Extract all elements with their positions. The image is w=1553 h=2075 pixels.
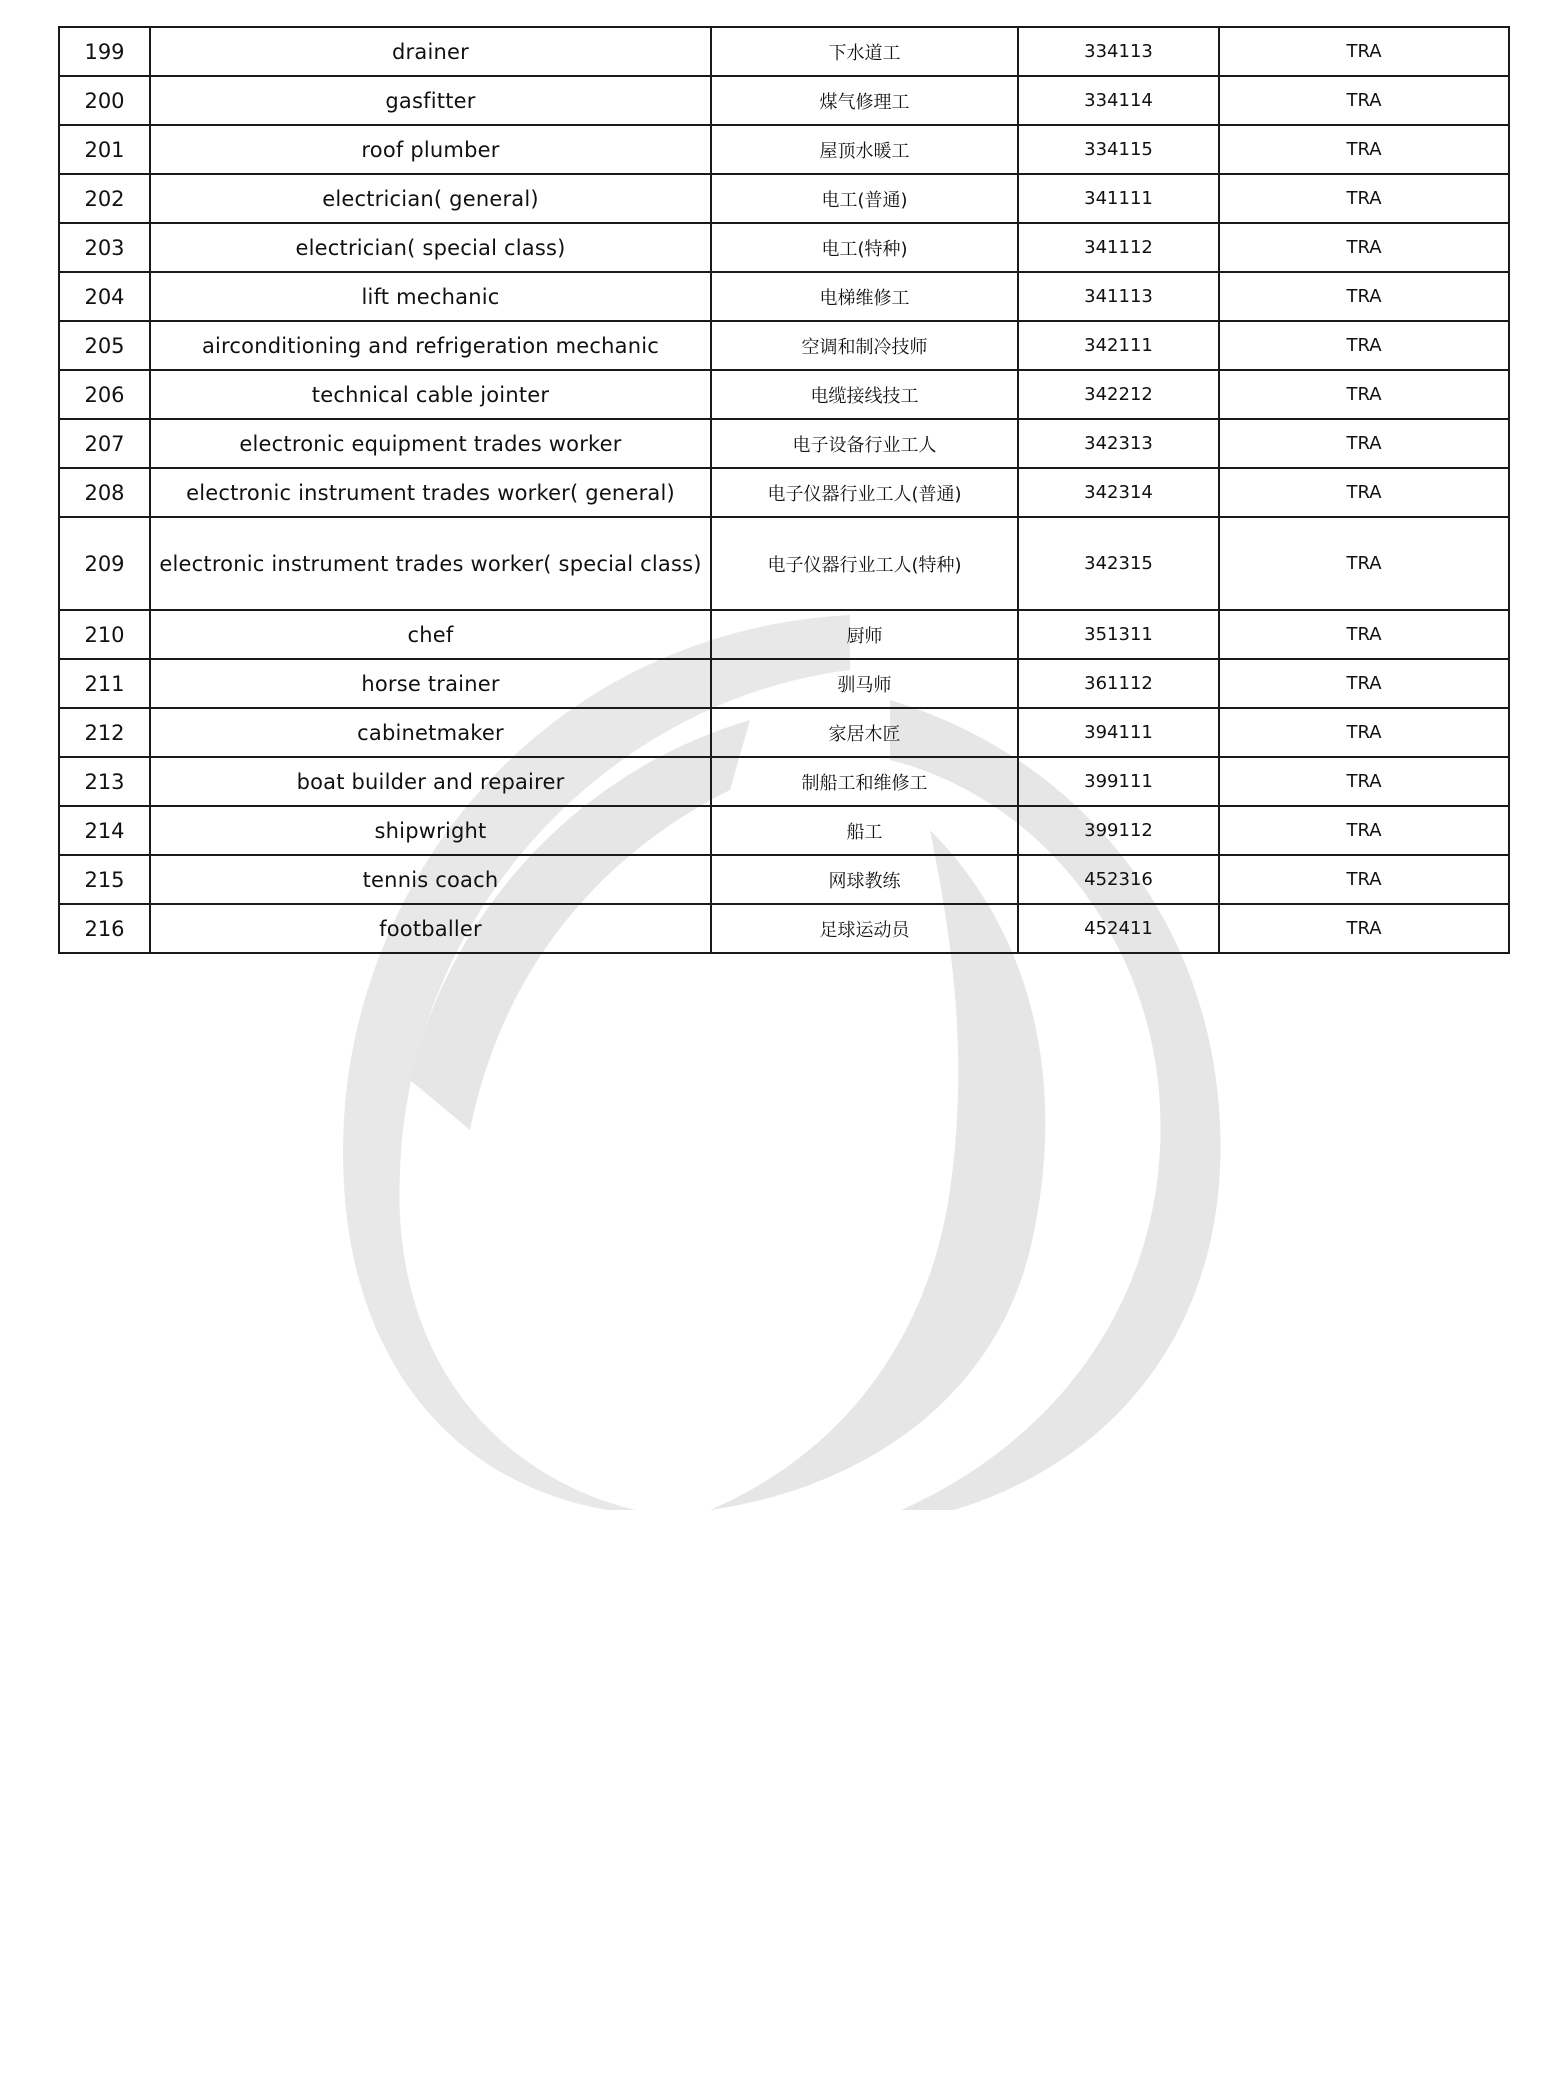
occupation-table-body [59,27,1509,953]
occupation-english-cell: cabinetmaker [150,708,711,757]
row-number-cell: 213 [59,757,150,806]
row-number-cell: 203 [59,223,150,272]
table-row [59,223,1509,272]
occupation-chinese-cell: 屋顶水暖工 [711,125,1018,174]
row-number-cell: 208 [59,468,150,517]
occupation-english-cell: electronic equipment trades worker [150,419,711,468]
anzsco-code-cell: 399111 [1018,757,1219,806]
occupation-table [58,26,1510,954]
row-number-cell: 211 [59,659,150,708]
row-number-cell: 214 [59,806,150,855]
occupation-english-cell: electronic instrument trades worker( general) [150,468,711,517]
anzsco-code-cell: 342315 [1018,517,1219,610]
occupation-english-cell: gasfitter [150,76,711,125]
anzsco-code-cell: 334113 [1018,27,1219,76]
occupation-chinese-cell: 煤气修理工 [711,76,1018,125]
row-number-cell: 209 [59,517,150,610]
list-type-cell: TRA [1219,419,1509,468]
anzsco-code-cell: 351311 [1018,610,1219,659]
list-type-cell: TRA [1219,321,1509,370]
anzsco-code-cell: 452316 [1018,855,1219,904]
table-row [59,76,1509,125]
row-number-cell: 202 [59,174,150,223]
row-number-cell: 206 [59,370,150,419]
occupation-chinese-cell: 驯马师 [711,659,1018,708]
list-type-cell: TRA [1219,174,1509,223]
list-type-cell: TRA [1219,517,1509,610]
table-row [59,517,1509,610]
occupation-chinese-cell: 电缆接线技工 [711,370,1018,419]
list-type-cell: TRA [1219,610,1509,659]
occupation-english-cell: electrician( general) [150,174,711,223]
list-type-cell: TRA [1219,659,1509,708]
list-type-cell: TRA [1219,468,1509,517]
list-type-cell: TRA [1219,757,1509,806]
list-type-cell: TRA [1219,272,1509,321]
occupation-english-cell: lift mechanic [150,272,711,321]
table-row [59,174,1509,223]
occupation-chinese-cell: 制船工和维修工 [711,757,1018,806]
table-row [59,272,1509,321]
occupation-chinese-cell: 足球运动员 [711,904,1018,953]
list-type-cell: TRA [1219,27,1509,76]
occupation-chinese-cell: 电工(普通) [711,174,1018,223]
row-number-cell: 207 [59,419,150,468]
table-row [59,659,1509,708]
occupation-chinese-cell: 船工 [711,806,1018,855]
row-number-cell: 215 [59,855,150,904]
occupation-english-cell: boat builder and repairer [150,757,711,806]
table-row [59,757,1509,806]
occupation-english-cell: chef [150,610,711,659]
table-row [59,610,1509,659]
table-row [59,468,1509,517]
occupation-english-cell: horse trainer [150,659,711,708]
list-type-cell: TRA [1219,708,1509,757]
occupation-chinese-cell: 网球教练 [711,855,1018,904]
row-number-cell: 204 [59,272,150,321]
occupation-chinese-cell: 厨师 [711,610,1018,659]
table-row [59,806,1509,855]
list-type-cell: TRA [1219,855,1509,904]
anzsco-code-cell: 334115 [1018,125,1219,174]
anzsco-code-cell: 361112 [1018,659,1219,708]
table-row [59,370,1509,419]
row-number-cell: 212 [59,708,150,757]
list-type-cell: TRA [1219,223,1509,272]
occupation-english-cell: footballer [150,904,711,953]
table-row [59,419,1509,468]
occupation-chinese-cell: 家居木匠 [711,708,1018,757]
table-row [59,321,1509,370]
list-type-cell: TRA [1219,806,1509,855]
occupation-english-cell: electronic instrument trades worker( special class) [150,517,711,610]
anzsco-code-cell: 341111 [1018,174,1219,223]
occupation-chinese-cell: 下水道工 [711,27,1018,76]
row-number-cell: 199 [59,27,150,76]
anzsco-code-cell: 341113 [1018,272,1219,321]
row-number-cell: 205 [59,321,150,370]
occupation-chinese-cell: 电梯维修工 [711,272,1018,321]
list-type-cell: TRA [1219,904,1509,953]
row-number-cell: 201 [59,125,150,174]
table-row [59,904,1509,953]
anzsco-code-cell: 342212 [1018,370,1219,419]
occupation-english-cell: tennis coach [150,855,711,904]
row-number-cell: 210 [59,610,150,659]
anzsco-code-cell: 341112 [1018,223,1219,272]
table-row [59,27,1509,76]
anzsco-code-cell: 394111 [1018,708,1219,757]
occupation-chinese-cell: 电子仪器行业工人(特种) [711,517,1018,610]
list-type-cell: TRA [1219,76,1509,125]
occupation-english-cell: airconditioning and refrigeration mechanic [150,321,711,370]
anzsco-code-cell: 342314 [1018,468,1219,517]
occupation-english-cell: roof plumber [150,125,711,174]
table-row [59,708,1509,757]
table-row [59,855,1509,904]
occupation-english-cell: drainer [150,27,711,76]
anzsco-code-cell: 399112 [1018,806,1219,855]
anzsco-code-cell: 342111 [1018,321,1219,370]
occupation-chinese-cell: 电子设备行业工人 [711,419,1018,468]
anzsco-code-cell: 342313 [1018,419,1219,468]
table-row [59,125,1509,174]
occupation-chinese-cell: 空调和制冷技师 [711,321,1018,370]
occupation-english-cell: technical cable jointer [150,370,711,419]
anzsco-code-cell: 334114 [1018,76,1219,125]
list-type-cell: TRA [1219,125,1509,174]
row-number-cell: 216 [59,904,150,953]
anzsco-code-cell: 452411 [1018,904,1219,953]
row-number-cell: 200 [59,76,150,125]
occupation-english-cell: shipwright [150,806,711,855]
occupation-chinese-cell: 电子仪器行业工人(普通) [711,468,1018,517]
list-type-cell: TRA [1219,370,1509,419]
occupation-english-cell: electrician( special class) [150,223,711,272]
occupation-chinese-cell: 电工(特种) [711,223,1018,272]
